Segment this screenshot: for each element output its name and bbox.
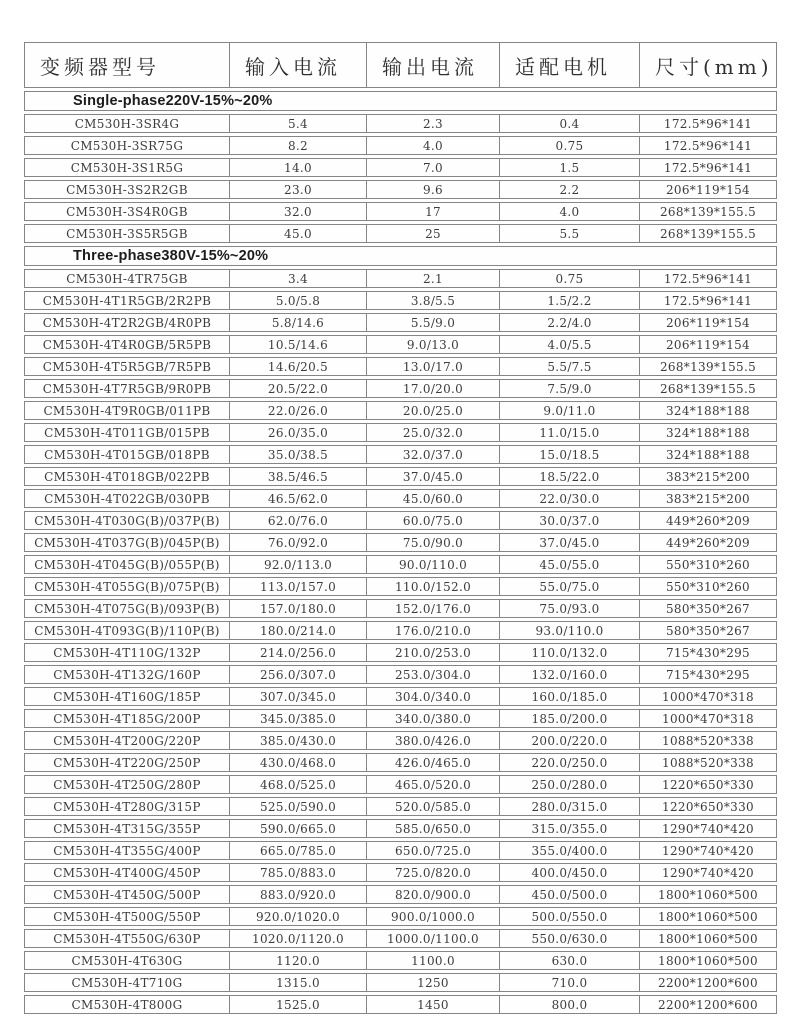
dimensions-cell: 1290*740*420 xyxy=(640,863,777,882)
input-current-cell: 468.0/525.0 xyxy=(230,775,367,794)
motor-cell: 110.0/132.0 xyxy=(500,643,640,662)
col-header-dimensions: 尺寸(mm) xyxy=(640,42,777,88)
output-current-cell: 1450 xyxy=(367,995,500,1014)
output-current-cell: 520.0/585.0 xyxy=(367,797,500,816)
model-cell: CM530H-4T185G/200P xyxy=(24,709,230,728)
motor-cell: 7.5/9.0 xyxy=(500,379,640,398)
output-current-cell: 5.5/9.0 xyxy=(367,313,500,332)
table-row xyxy=(24,202,777,221)
input-current-cell: 920.0/1020.0 xyxy=(230,907,367,926)
input-current-cell: 20.5/22.0 xyxy=(230,379,367,398)
input-current-cell: 45.0 xyxy=(230,224,367,243)
motor-cell: 160.0/185.0 xyxy=(500,687,640,706)
motor-cell: 11.0/15.0 xyxy=(500,423,640,442)
output-current-cell: 25 xyxy=(367,224,500,243)
motor-cell: 0.75 xyxy=(500,136,640,155)
motor-cell: 93.0/110.0 xyxy=(500,621,640,640)
input-current-cell: 35.0/38.5 xyxy=(230,445,367,464)
input-current-cell: 22.0/26.0 xyxy=(230,401,367,420)
motor-cell: 30.0/37.0 xyxy=(500,511,640,530)
motor-cell: 355.0/400.0 xyxy=(500,841,640,860)
model-cell: CM530H-4T550G/630P xyxy=(24,929,230,948)
dimensions-cell: 1000*470*318 xyxy=(640,709,777,728)
dimensions-cell: 715*430*295 xyxy=(640,665,777,684)
output-current-cell: 304.0/340.0 xyxy=(367,687,500,706)
dimensions-cell: 268*139*155.5 xyxy=(640,224,777,243)
col-header-output-current: 输出电流 xyxy=(367,42,500,88)
input-current-cell: 5.0/5.8 xyxy=(230,291,367,310)
table-row xyxy=(24,313,777,332)
motor-cell: 550.0/630.0 xyxy=(500,929,640,948)
model-cell: CM530H-4T022GB/030PB xyxy=(24,489,230,508)
table-row xyxy=(24,114,777,133)
dimensions-cell: 1088*520*338 xyxy=(640,731,777,750)
table-row xyxy=(24,907,777,926)
output-current-cell: 9.6 xyxy=(367,180,500,199)
table-row xyxy=(24,665,777,684)
output-current-cell: 25.0/32.0 xyxy=(367,423,500,442)
table-row xyxy=(24,423,777,442)
table-row xyxy=(24,555,777,574)
dimensions-cell: 324*188*188 xyxy=(640,445,777,464)
motor-cell: 185.0/200.0 xyxy=(500,709,640,728)
table-row xyxy=(24,467,777,486)
dimensions-cell: 172.5*96*141 xyxy=(640,136,777,155)
motor-cell: 220.0/250.0 xyxy=(500,753,640,772)
output-current-cell: 45.0/60.0 xyxy=(367,489,500,508)
section-row xyxy=(24,91,777,111)
input-current-cell: 5.4 xyxy=(230,114,367,133)
model-cell: CM530H-4T200G/220P xyxy=(24,731,230,750)
table-row xyxy=(24,599,777,618)
model-cell: CM530H-4T055G(B)/075P(B) xyxy=(24,577,230,596)
input-current-cell: 1020.0/1120.0 xyxy=(230,929,367,948)
output-current-cell: 465.0/520.0 xyxy=(367,775,500,794)
table-row xyxy=(24,511,777,530)
table-row xyxy=(24,180,777,199)
dimensions-cell: 268*139*155.5 xyxy=(640,379,777,398)
model-cell: CM530H-3S2R2GB xyxy=(24,180,230,199)
inverter-spec-table xyxy=(24,39,777,1017)
output-current-cell: 13.0/17.0 xyxy=(367,357,500,376)
motor-cell: 2.2/4.0 xyxy=(500,313,640,332)
output-current-cell: 3.8/5.5 xyxy=(367,291,500,310)
table-row xyxy=(24,819,777,838)
motor-cell: 4.0 xyxy=(500,202,640,221)
model-cell: CM530H-4T630G xyxy=(24,951,230,970)
output-current-cell: 650.0/725.0 xyxy=(367,841,500,860)
motor-cell: 18.5/22.0 xyxy=(500,467,640,486)
dimensions-cell: 580*350*267 xyxy=(640,599,777,618)
input-current-cell: 46.5/62.0 xyxy=(230,489,367,508)
output-current-cell: 340.0/380.0 xyxy=(367,709,500,728)
model-cell: CM530H-4T110G/132P xyxy=(24,643,230,662)
input-current-cell: 5.8/14.6 xyxy=(230,313,367,332)
table-row xyxy=(24,533,777,552)
table-row xyxy=(24,291,777,310)
input-current-cell: 92.0/113.0 xyxy=(230,555,367,574)
dimensions-cell: 1088*520*338 xyxy=(640,753,777,772)
dimensions-cell: 1220*650*330 xyxy=(640,775,777,794)
motor-cell: 75.0/93.0 xyxy=(500,599,640,618)
input-current-cell: 8.2 xyxy=(230,136,367,155)
motor-cell: 5.5 xyxy=(500,224,640,243)
output-current-cell: 32.0/37.0 xyxy=(367,445,500,464)
dimensions-cell: 1800*1060*500 xyxy=(640,907,777,926)
motor-cell: 450.0/500.0 xyxy=(500,885,640,904)
input-current-cell: 14.6/20.5 xyxy=(230,357,367,376)
output-current-cell: 900.0/1000.0 xyxy=(367,907,500,926)
model-cell: CM530H-4T250G/280P xyxy=(24,775,230,794)
motor-cell: 5.5/7.5 xyxy=(500,357,640,376)
output-current-cell: 176.0/210.0 xyxy=(367,621,500,640)
input-current-cell: 665.0/785.0 xyxy=(230,841,367,860)
dimensions-cell: 1800*1060*500 xyxy=(640,885,777,904)
model-cell: CM530H-4T355G/400P xyxy=(24,841,230,860)
input-current-cell: 180.0/214.0 xyxy=(230,621,367,640)
motor-cell: 500.0/550.0 xyxy=(500,907,640,926)
model-cell: CM530H-4T500G/550P xyxy=(24,907,230,926)
table-row xyxy=(24,269,777,288)
dimensions-cell: 715*430*295 xyxy=(640,643,777,662)
dimensions-cell: 206*119*154 xyxy=(640,180,777,199)
model-cell: CM530H-4T160G/185P xyxy=(24,687,230,706)
table-row xyxy=(24,753,777,772)
input-current-cell: 1525.0 xyxy=(230,995,367,1014)
model-cell: CM530H-4T132G/160P xyxy=(24,665,230,684)
model-cell: CM530H-4T5R5GB/7R5PB xyxy=(24,357,230,376)
model-cell: CM530H-4T018GB/022PB xyxy=(24,467,230,486)
model-cell: CM530H-4T075G(B)/093P(B) xyxy=(24,599,230,618)
input-current-cell: 38.5/46.5 xyxy=(230,467,367,486)
model-cell: CM530H-3S1R5G xyxy=(24,158,230,177)
output-current-cell: 60.0/75.0 xyxy=(367,511,500,530)
motor-cell: 1.5/2.2 xyxy=(500,291,640,310)
motor-cell: 0.4 xyxy=(500,114,640,133)
dimensions-cell: 172.5*96*141 xyxy=(640,158,777,177)
dimensions-cell: 550*310*260 xyxy=(640,577,777,596)
motor-cell: 9.0/11.0 xyxy=(500,401,640,420)
dimensions-cell: 449*260*209 xyxy=(640,511,777,530)
output-current-cell: 9.0/13.0 xyxy=(367,335,500,354)
dimensions-cell: 2200*1200*600 xyxy=(640,973,777,992)
input-current-cell: 14.0 xyxy=(230,158,367,177)
input-current-cell: 256.0/307.0 xyxy=(230,665,367,684)
model-cell: CM530H-4T220G/250P xyxy=(24,753,230,772)
output-current-cell: 4.0 xyxy=(367,136,500,155)
motor-cell: 200.0/220.0 xyxy=(500,731,640,750)
model-cell: CM530H-3S4R0GB xyxy=(24,202,230,221)
model-cell: CM530H-4TR75GB xyxy=(24,269,230,288)
input-current-cell: 345.0/385.0 xyxy=(230,709,367,728)
motor-cell: 55.0/75.0 xyxy=(500,577,640,596)
input-current-cell: 385.0/430.0 xyxy=(230,731,367,750)
dimensions-cell: 1290*740*420 xyxy=(640,841,777,860)
table-row xyxy=(24,401,777,420)
table-row xyxy=(24,445,777,464)
output-current-cell: 1000.0/1100.0 xyxy=(367,929,500,948)
table-row xyxy=(24,863,777,882)
dimensions-cell: 383*215*200 xyxy=(640,467,777,486)
dimensions-cell: 1220*650*330 xyxy=(640,797,777,816)
dimensions-cell: 1000*470*318 xyxy=(640,687,777,706)
table-row xyxy=(24,136,777,155)
col-header-model: 变频器型号 xyxy=(24,42,230,88)
model-cell: CM530H-4T280G/315P xyxy=(24,797,230,816)
dimensions-cell: 206*119*154 xyxy=(640,313,777,332)
motor-cell: 1.5 xyxy=(500,158,640,177)
table-row xyxy=(24,797,777,816)
model-cell: CM530H-4T7R5GB/9R0PB xyxy=(24,379,230,398)
dimensions-cell: 580*350*267 xyxy=(640,621,777,640)
table-row xyxy=(24,158,777,177)
motor-cell: 2.2 xyxy=(500,180,640,199)
table-row xyxy=(24,335,777,354)
dimensions-cell: 324*188*188 xyxy=(640,401,777,420)
table-row xyxy=(24,995,777,1014)
dimensions-cell: 1800*1060*500 xyxy=(640,929,777,948)
output-current-cell: 210.0/253.0 xyxy=(367,643,500,662)
table-row xyxy=(24,643,777,662)
motor-cell: 250.0/280.0 xyxy=(500,775,640,794)
header-row xyxy=(24,42,777,88)
output-current-cell: 7.0 xyxy=(367,158,500,177)
output-current-cell: 426.0/465.0 xyxy=(367,753,500,772)
motor-cell: 37.0/45.0 xyxy=(500,533,640,552)
input-current-cell: 883.0/920.0 xyxy=(230,885,367,904)
table-row xyxy=(24,621,777,640)
output-current-cell: 152.0/176.0 xyxy=(367,599,500,618)
col-header-input-current: 输入电流 xyxy=(230,42,367,88)
input-current-cell: 26.0/35.0 xyxy=(230,423,367,442)
model-cell: CM530H-4T4R0GB/5R5PB xyxy=(24,335,230,354)
table-row xyxy=(24,577,777,596)
motor-cell: 800.0 xyxy=(500,995,640,1014)
output-current-cell: 585.0/650.0 xyxy=(367,819,500,838)
motor-cell: 630.0 xyxy=(500,951,640,970)
model-cell: CM530H-4T093G(B)/110P(B) xyxy=(24,621,230,640)
table-row xyxy=(24,731,777,750)
dimensions-cell: 383*215*200 xyxy=(640,489,777,508)
model-cell: CM530H-3S5R5GB xyxy=(24,224,230,243)
dimensions-cell: 172.5*96*141 xyxy=(640,269,777,288)
dimensions-cell: 324*188*188 xyxy=(640,423,777,442)
model-cell: CM530H-4T011GB/015PB xyxy=(24,423,230,442)
motor-cell: 22.0/30.0 xyxy=(500,489,640,508)
input-current-cell: 785.0/883.0 xyxy=(230,863,367,882)
motor-cell: 280.0/315.0 xyxy=(500,797,640,816)
input-current-cell: 76.0/92.0 xyxy=(230,533,367,552)
table-row xyxy=(24,687,777,706)
input-current-cell: 307.0/345.0 xyxy=(230,687,367,706)
model-cell: CM530H-3SR75G xyxy=(24,136,230,155)
model-cell: CM530H-4T037G(B)/045P(B) xyxy=(24,533,230,552)
output-current-cell: 725.0/820.0 xyxy=(367,863,500,882)
input-current-cell: 10.5/14.6 xyxy=(230,335,367,354)
dimensions-cell: 268*139*155.5 xyxy=(640,357,777,376)
section-label: Single-phase220V-15%~20% xyxy=(24,91,777,111)
table-row xyxy=(24,709,777,728)
input-current-cell: 214.0/256.0 xyxy=(230,643,367,662)
col-header-motor: 适配电机 xyxy=(500,42,640,88)
input-current-cell: 157.0/180.0 xyxy=(230,599,367,618)
input-current-cell: 113.0/157.0 xyxy=(230,577,367,596)
dimensions-cell: 172.5*96*141 xyxy=(640,291,777,310)
output-current-cell: 110.0/152.0 xyxy=(367,577,500,596)
model-cell: CM530H-3SR4G xyxy=(24,114,230,133)
table-row xyxy=(24,224,777,243)
dimensions-cell: 449*260*209 xyxy=(640,533,777,552)
motor-cell: 710.0 xyxy=(500,973,640,992)
table-row xyxy=(24,775,777,794)
model-cell: CM530H-4T045G(B)/055P(B) xyxy=(24,555,230,574)
motor-cell: 315.0/355.0 xyxy=(500,819,640,838)
output-current-cell: 380.0/426.0 xyxy=(367,731,500,750)
output-current-cell: 2.3 xyxy=(367,114,500,133)
motor-cell: 132.0/160.0 xyxy=(500,665,640,684)
dimensions-cell: 206*119*154 xyxy=(640,335,777,354)
input-current-cell: 32.0 xyxy=(230,202,367,221)
table-row xyxy=(24,929,777,948)
output-current-cell: 820.0/900.0 xyxy=(367,885,500,904)
input-current-cell: 525.0/590.0 xyxy=(230,797,367,816)
dimensions-cell: 172.5*96*141 xyxy=(640,114,777,133)
dimensions-cell: 268*139*155.5 xyxy=(640,202,777,221)
motor-cell: 45.0/55.0 xyxy=(500,555,640,574)
output-current-cell: 1250 xyxy=(367,973,500,992)
output-current-cell: 37.0/45.0 xyxy=(367,467,500,486)
section-label: Three-phase380V-15%~20% xyxy=(24,246,777,266)
model-cell: CM530H-4T030G(B)/037P(B) xyxy=(24,511,230,530)
model-cell: CM530H-4T710G xyxy=(24,973,230,992)
input-current-cell: 430.0/468.0 xyxy=(230,753,367,772)
dimensions-cell: 550*310*260 xyxy=(640,555,777,574)
output-current-cell: 90.0/110.0 xyxy=(367,555,500,574)
table-row xyxy=(24,489,777,508)
input-current-cell: 3.4 xyxy=(230,269,367,288)
table-row xyxy=(24,973,777,992)
output-current-cell: 17.0/20.0 xyxy=(367,379,500,398)
input-current-cell: 62.0/76.0 xyxy=(230,511,367,530)
input-current-cell: 590.0/665.0 xyxy=(230,819,367,838)
model-cell: CM530H-4T800G xyxy=(24,995,230,1014)
table-row xyxy=(24,357,777,376)
model-cell: CM530H-4T2R2GB/4R0PB xyxy=(24,313,230,332)
input-current-cell: 23.0 xyxy=(230,180,367,199)
model-cell: CM530H-4T450G/500P xyxy=(24,885,230,904)
table-row xyxy=(24,379,777,398)
output-current-cell: 2.1 xyxy=(367,269,500,288)
input-current-cell: 1315.0 xyxy=(230,973,367,992)
motor-cell: 0.75 xyxy=(500,269,640,288)
model-cell: CM530H-4T1R5GB/2R2PB xyxy=(24,291,230,310)
motor-cell: 15.0/18.5 xyxy=(500,445,640,464)
model-cell: CM530H-4T400G/450P xyxy=(24,863,230,882)
dimensions-cell: 1800*1060*500 xyxy=(640,951,777,970)
output-current-cell: 20.0/25.0 xyxy=(367,401,500,420)
output-current-cell: 75.0/90.0 xyxy=(367,533,500,552)
motor-cell: 400.0/450.0 xyxy=(500,863,640,882)
output-current-cell: 253.0/304.0 xyxy=(367,665,500,684)
model-cell: CM530H-4T315G/355P xyxy=(24,819,230,838)
table-row xyxy=(24,951,777,970)
section-row xyxy=(24,246,777,266)
input-current-cell: 1120.0 xyxy=(230,951,367,970)
dimensions-cell: 1290*740*420 xyxy=(640,819,777,838)
model-cell: CM530H-4T015GB/018PB xyxy=(24,445,230,464)
table-row xyxy=(24,841,777,860)
table-row xyxy=(24,885,777,904)
dimensions-cell: 2200*1200*600 xyxy=(640,995,777,1014)
output-current-cell: 17 xyxy=(367,202,500,221)
motor-cell: 4.0/5.5 xyxy=(500,335,640,354)
model-cell: CM530H-4T9R0GB/011PB xyxy=(24,401,230,420)
output-current-cell: 1100.0 xyxy=(367,951,500,970)
